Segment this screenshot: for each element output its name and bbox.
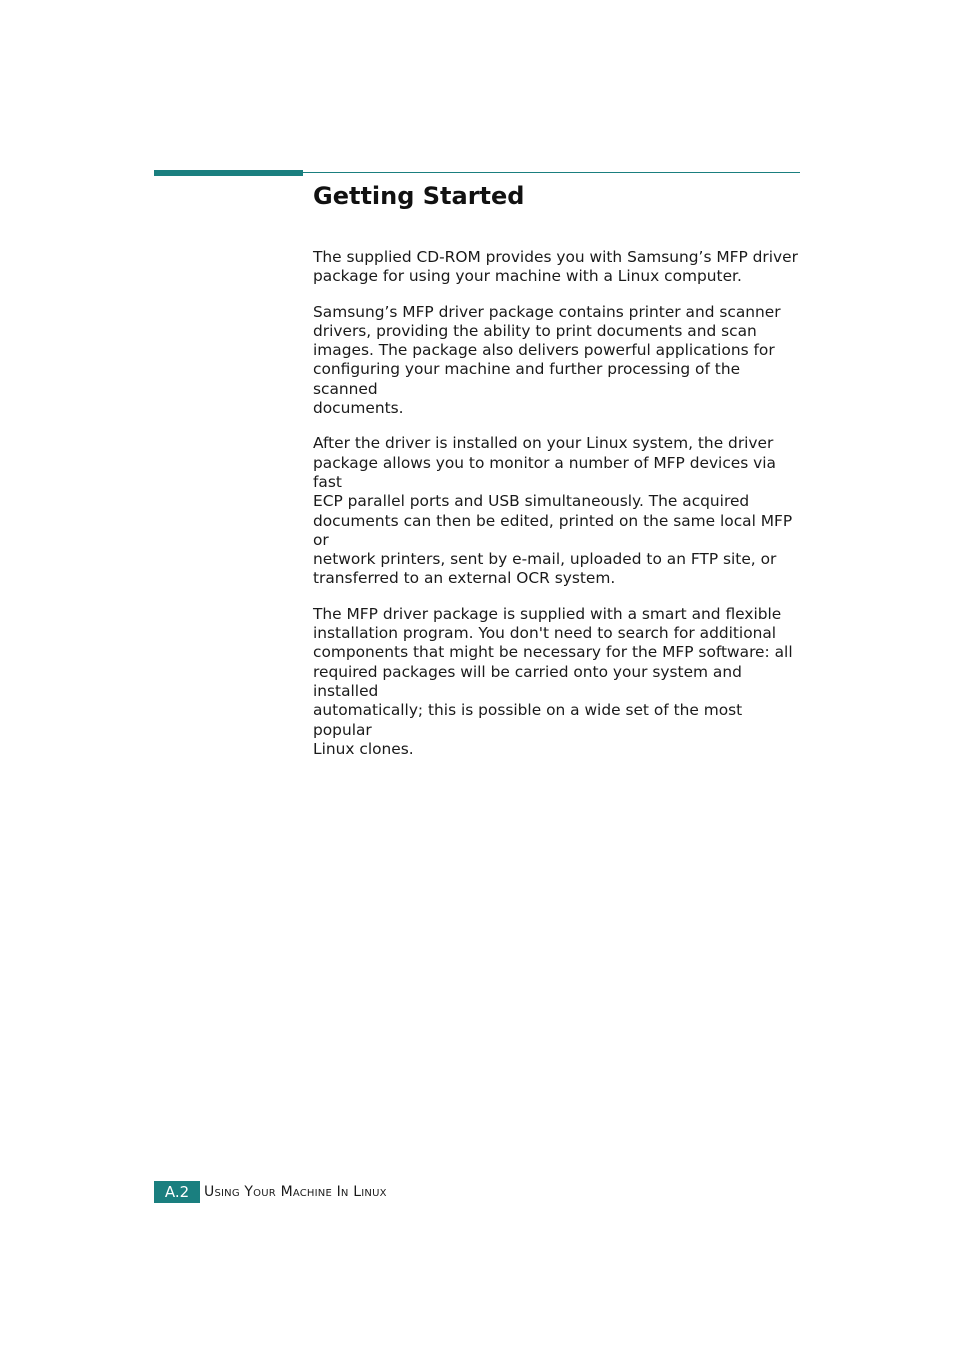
- paragraph-package-contents: Samsung’s MFP driver package contains printer and scanner drivers, providing the ability to print documents and scan images. The package also delivers powerful applications for configuring your machine and further processing of the scanned documents.: [313, 302, 781, 418]
- page-number-badge: A.2: [154, 1181, 200, 1203]
- chapter-title: Using Your Machine In Linux: [204, 1184, 387, 1200]
- body-text: [313, 248, 799, 775]
- header-rule-thick: [154, 170, 303, 176]
- page-footer: [154, 1181, 387, 1203]
- paragraph-installation-program: The MFP driver package is supplied with a smart and flexible installation program. You don't need to search for additional components that might be necessary for the MFP software: all required packages will be carried onto your system and installed automatically; this is possible on a wide set of the most popular Linux clones.: [313, 604, 793, 758]
- paragraph-after-install: After the driver is installed on your Linux system, the driver package allows you to monitor a number of MFP devices via fast ECP parallel ports and USB simultaneously. The acquired documents can then be edited, printed on the same local MFP or network printers, sent by e-mail, uploaded to an FTP site, or transferred to an external OCR system.: [313, 434, 793, 588]
- paragraph-intro: The supplied CD-ROM provides you with Samsung’s MFP driver package for using your machine with a Linux computer.: [313, 248, 798, 286]
- page-title: Getting Started: [313, 182, 525, 210]
- header-rule-thin: [303, 172, 800, 173]
